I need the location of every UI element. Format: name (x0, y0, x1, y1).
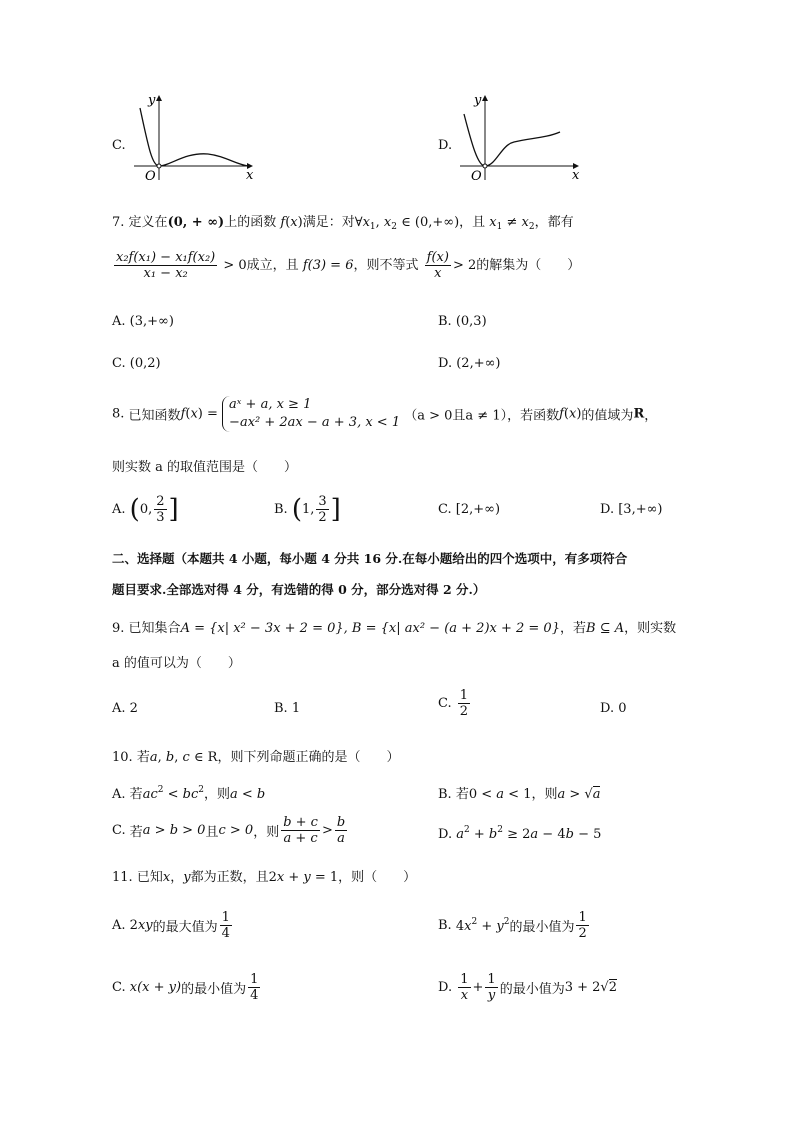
q7-option-b[interactable] (438, 314, 487, 329)
q7-line2 (112, 250, 580, 281)
q7-text: 满足：对 (302, 215, 355, 230)
q11-text: ，则（ ） (338, 870, 417, 885)
q10-text: ，则下列命题正确的是（ ） (217, 750, 400, 765)
fraction-numerator: f(x) (426, 250, 449, 265)
option-text: 若 (129, 787, 143, 802)
option-label: B. (274, 502, 288, 517)
option-text: 的最大值为 (152, 920, 218, 935)
q7-text: ，且 (459, 215, 486, 230)
fraction-numerator: 3 (318, 494, 327, 509)
option-label: B. (438, 918, 452, 933)
q9-option-b[interactable] (274, 701, 300, 716)
option-label: D. (600, 701, 615, 716)
q8-line2: 则实数 a 的取值范围是（ ） (112, 460, 298, 475)
q7-text: 上的函数 (224, 215, 277, 230)
option-value: (0,3) (455, 314, 487, 329)
q9-sets: A = {x| x² − 3x + 2 = 0}, B = {x| ax² − (a + 2)x + 2 = 0} (180, 621, 560, 636)
fraction-numerator: 2 (156, 494, 165, 509)
question-number: 8. (112, 406, 125, 422)
option-value: (0,2) (129, 356, 161, 371)
q9-line2: a 的值可以为（ ） (112, 656, 241, 671)
option-value: 1 (291, 701, 301, 716)
option-value: 2 (129, 701, 138, 716)
question-number: 9. (112, 621, 125, 636)
q11-option-b[interactable]: B. $4x^2 + y^2$的最小值为 $\frac{1}{2}$ (438, 910, 587, 941)
q9-option-a[interactable] (112, 701, 138, 716)
q11-text: 已知 (136, 870, 163, 885)
math-x: x (290, 215, 298, 230)
option-text: 若 (129, 825, 143, 840)
option-label: C. (112, 356, 126, 371)
set-R: R (633, 406, 645, 422)
q11-line1: 11. 已知x，y都为正数，且2x + y = 1，则（ ） (112, 870, 417, 885)
math-fx: f (280, 215, 286, 230)
q7-option-c[interactable] (112, 356, 161, 371)
q9-option-d[interactable] (600, 701, 627, 716)
piecewise-case-1: aˣ + a, x ≥ 1 (229, 397, 312, 412)
question-number: 10. (112, 750, 133, 765)
option-value: [3,+∞) (618, 502, 663, 517)
q8-text: 的值域为 (581, 408, 634, 424)
option-text: ，则 (203, 787, 230, 802)
fraction-numerator: x₂f(x₁) − x₁f(x₂) (116, 250, 216, 265)
option-label: C. (438, 502, 452, 517)
q8-text: （a > 0且a ≠ 1），若函数 (404, 408, 560, 424)
q8-text: ， (644, 408, 658, 424)
fraction-denominator: 2 (318, 510, 327, 525)
option-label: A. (112, 502, 126, 517)
q7-text: > 2的解集为（ ） (452, 258, 581, 273)
x-axis-label: x (572, 168, 580, 182)
q7-fraction (114, 250, 217, 281)
option-label: D. (438, 980, 453, 995)
q10-option-b[interactable]: B. 若0 < a < 1，则a > √a (438, 787, 601, 802)
graph-c-label: C. (112, 138, 126, 153)
graph-c (130, 90, 260, 182)
q11-text: ， (170, 870, 184, 885)
fraction-numerator: 1 (459, 688, 469, 703)
option-value: (3,+∞) (129, 314, 174, 329)
option-label: A. (112, 314, 126, 329)
option-value: 0, (139, 502, 153, 517)
q7-text: ，则不等式 (353, 258, 419, 273)
option-value: 0 (618, 701, 627, 716)
option-value: 1, (301, 502, 315, 517)
origin-label: O (145, 169, 156, 182)
option-text: 的最小值为 (509, 920, 575, 935)
q11-option-d[interactable]: D. $\frac{1}{x}$ + $\frac{1}{y}$ 的最小值为3 + 2√2 (438, 972, 617, 1003)
q10-option-c[interactable]: C. 若a > b > 0且c > 0，则 $\frac{b + c}{a + c}$ > $\frac{b}{a}$ (112, 815, 346, 846)
option-text: 若 (455, 787, 469, 802)
option-label: B. (438, 787, 452, 802)
option-label: A. (112, 918, 126, 933)
math-subset: B (586, 621, 596, 636)
fraction-denominator: x₁ − x₂ (143, 266, 188, 281)
math-x1b: x (489, 215, 497, 230)
option-label: D. (600, 502, 615, 517)
curve-c (140, 108, 248, 166)
q7-text: > 0成立，且 (223, 258, 299, 273)
x-axis-label: x (246, 168, 254, 182)
q9-option-c[interactable] (438, 688, 472, 719)
q10-text: 若 (136, 750, 150, 765)
option-text: ，则 (253, 825, 280, 840)
q7-option-a[interactable] (112, 314, 174, 329)
q7-ineq-fraction (425, 250, 451, 281)
option-text: 且 (205, 825, 219, 840)
option-label: A. (112, 787, 126, 802)
origin-label: O (471, 169, 482, 182)
q7-option-d[interactable] (438, 356, 501, 371)
q11-text: 都为正数，且 (190, 870, 269, 885)
graph-d-label: D. (438, 138, 453, 153)
q8-text: 已知函数 (128, 408, 181, 424)
q7-line1: 7. 定义在(0, + ∞)上的函数 f(x)满足：对$\forall x_1$, $x_2$ ∈ (0,+∞)，且 $x_1 \ne x_2$，都有 (112, 215, 574, 232)
q9-text: ，则实数 (624, 621, 677, 636)
q7-f3: f(3) = 6 (302, 258, 354, 273)
option-label: C. (112, 980, 126, 995)
q9-line1: 9. 已知集合A = {x| x² − 3x + 2 = 0}, B = {x| ax² − (a + 2)x + 2 = 0}，若B ⊆ A，则实数 (112, 621, 677, 636)
fraction-denominator: 3 (156, 510, 165, 525)
option-text: 的最小值为 (181, 982, 247, 997)
q8-option-d[interactable] (600, 502, 663, 517)
q11-option-a[interactable]: A. 2xy的最大值为 $\frac{1}{4}$ (112, 910, 230, 941)
option-label: B. (274, 701, 288, 716)
math-x2: x (383, 215, 392, 230)
section-2-header: 二、选择题（本题共 4 小题，每小题 4 分共 16 分.在每小题给出的四个选项中，有多项符合 (112, 551, 628, 566)
option-label: D. (438, 356, 453, 371)
math-x2b: x (521, 215, 529, 230)
q10-option-a[interactable]: A. 若$ac^2 < bc^2$，则a < b (112, 785, 266, 802)
question-number: 11. (112, 870, 133, 885)
option-value: (2,+∞) (456, 356, 501, 371)
question-number: 7. (112, 215, 125, 230)
q10-line1: 10. 若a, b, c ∈ R，则下列命题正确的是（ ） (112, 750, 400, 765)
q8-line1: 8. 已知函数f(x) = aˣ + a, x ≥ 1 −ax² + 2ax − a + 3, x < 1 （a > 0且a ≠ 1），若函数f(x)的值域为R， (112, 397, 658, 430)
q11-option-c[interactable]: C. x(x + y)的最小值为 $\frac{1}{4}$ (112, 972, 259, 1003)
option-text: ，则 (531, 787, 558, 802)
curve-d (464, 114, 560, 166)
q9-text: ，若 (559, 621, 586, 636)
option-label: C. (438, 696, 452, 711)
fraction-denominator: x (434, 266, 442, 281)
q8-option-a[interactable]: A. (0, $\frac{2}{3}$ ] (112, 494, 179, 525)
graph-d (456, 90, 586, 182)
q7-text: ，都有 (534, 215, 574, 230)
option-text: 的最小值为 (499, 982, 565, 997)
option-label: C. (112, 823, 126, 838)
q7-domain: (0, + ∞) (167, 215, 225, 230)
q8-option-c[interactable] (438, 502, 500, 517)
option-label: A. (112, 701, 126, 716)
y-axis-label: y (474, 93, 482, 108)
option-label: B. (438, 314, 452, 329)
q9-text: 已知集合 (128, 621, 181, 636)
y-axis-label: y (148, 93, 156, 108)
piecewise-case-2: −ax² + 2ax − a + 3, x < 1 (229, 415, 401, 430)
piecewise-function (222, 396, 400, 432)
section-2-header-line2: 题目要求.全部选对得 4 分，有选错的得 0 分，部分选对得 2 分.） (112, 582, 486, 597)
q10-option-d[interactable]: D. $a^2 + b^2 \ge 2a - 4b - 5$ (438, 825, 602, 842)
q8-option-b[interactable]: B. (1, $\frac{3}{2}$ ] (274, 494, 341, 525)
math-x1: x (362, 215, 370, 230)
option-value: [2,+∞) (455, 502, 501, 517)
fraction-denominator: 2 (459, 704, 469, 719)
q7-text: 定义在 (128, 215, 168, 230)
option-label: D. (438, 827, 453, 842)
